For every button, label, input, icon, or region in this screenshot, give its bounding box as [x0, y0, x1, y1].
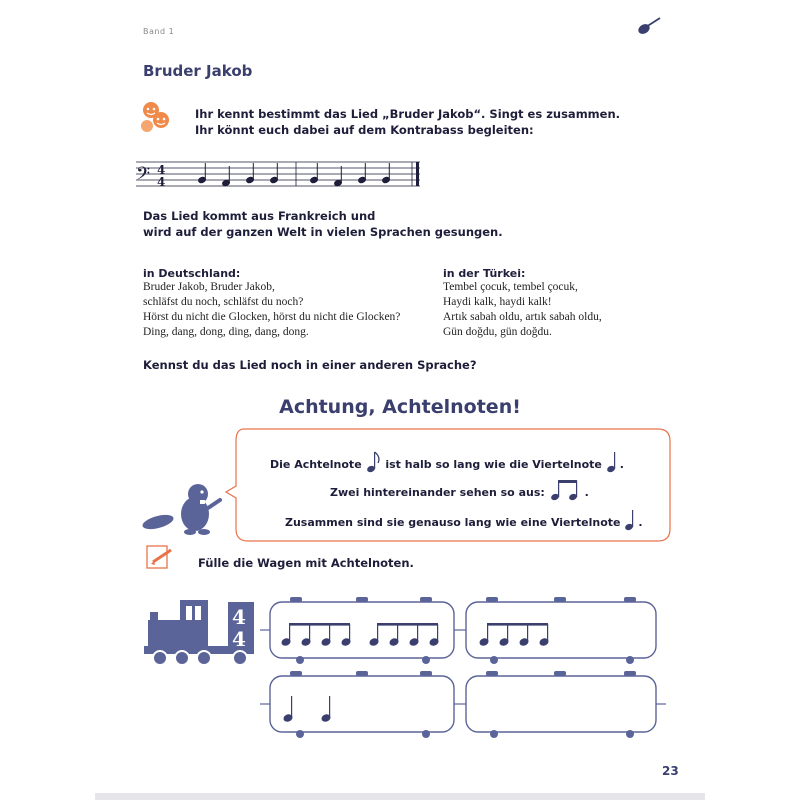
pair-label: Zwei hintereinander sehen so aus:	[330, 486, 545, 499]
period: .	[584, 486, 589, 499]
eighth-note-label: Die Achtelnote	[270, 458, 362, 471]
task-text: Fülle die Wagen mit Achtelnoten.	[198, 556, 414, 570]
period: .	[638, 516, 643, 529]
pencil-task-icon	[145, 544, 177, 572]
section-heading: Achtung, Achtelnoten!	[279, 396, 521, 418]
train-illustration	[140, 590, 670, 750]
quarter-note-icon	[606, 450, 620, 474]
turkish-line: Tembel çocuk, tembel çocuk,	[443, 281, 578, 293]
origin-line-2: wird auf der ganzen Welt in vielen Sprachen gesungen.	[143, 225, 503, 239]
german-line: schläfst du noch, schläfst du noch?	[143, 296, 304, 308]
wagon-bottom-left	[260, 671, 466, 738]
intro-line-1: Ihr kennt bestimmt das Lied „Bruder Jakob“. Singt es zusammen.	[195, 107, 621, 121]
german-lyrics	[143, 267, 400, 340]
turkish-heading: in der Türkei:	[443, 267, 526, 280]
wagon-top-right	[454, 597, 656, 664]
together-label: Zusammen sind sie genauso lang wie eine Viertelnote	[285, 516, 621, 529]
eighth-note-info-line	[270, 450, 624, 474]
turkish-line: Haydi kalk, haydi kalk!	[443, 296, 552, 308]
bass-staff	[132, 158, 432, 190]
page-number: 23	[662, 764, 679, 778]
train-time-sig-top: 4	[232, 605, 246, 629]
german-line: Ding, dang, dong, ding, dang, dong.	[143, 326, 309, 338]
quarter-note-comparison: ist halb so lang wie die Viertelnote	[385, 458, 602, 471]
locomotive	[144, 600, 254, 665]
turkish-lyrics	[443, 267, 602, 340]
wagon-top-left	[260, 597, 454, 664]
children-singing-icon	[137, 100, 177, 134]
beaver-icon	[140, 478, 230, 538]
period: .	[619, 458, 624, 471]
eighth-note-icon	[366, 450, 382, 474]
beamed-eighths-icon	[549, 478, 585, 502]
page-edge	[95, 793, 705, 800]
turkish-line: Artık sabah oldu, artık sabah oldu,	[443, 311, 602, 323]
intro-line-2: Ihr könnt euch dabei auf dem Kontrabass begleiten:	[195, 123, 534, 137]
german-line: Hörst du nicht die Glocken, hörst du nicht die Glocken?	[143, 311, 401, 323]
page-title: Bruder Jakob	[143, 62, 253, 80]
band-label: Band 1	[143, 27, 175, 36]
origin-line-1: Das Lied kommt aus Frankreich und	[143, 209, 376, 223]
quarter-note-icon	[624, 508, 638, 532]
question-text: Kennst du das Lied noch in einer anderen Sprache?	[143, 358, 477, 372]
train-time-sig-bottom: 4	[232, 627, 246, 651]
staff-time-sig-bottom: 4	[157, 175, 166, 189]
wagon-bottom-right	[466, 671, 666, 738]
pair-info-line	[330, 478, 589, 502]
together-info-line	[285, 508, 643, 532]
bass-clef-icon: 𝄢	[136, 164, 151, 189]
german-line: Bruder Jakob, Bruder Jakob,	[143, 281, 275, 293]
turkish-line: Gün doğdu, gün doğdu.	[443, 326, 552, 338]
violin-icon	[636, 16, 662, 36]
staff-time-sig-top: 4	[157, 163, 166, 177]
german-heading: in Deutschland:	[143, 267, 241, 280]
